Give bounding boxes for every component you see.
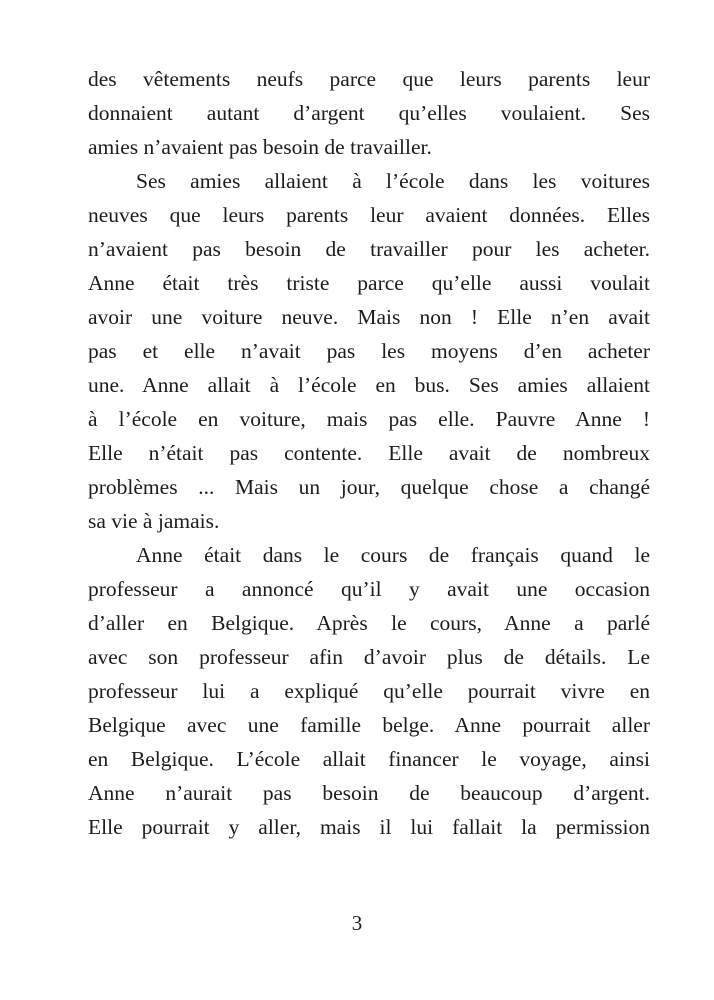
text-line: Anne n’aurait pas besoin de beaucoup d’argent. [88, 781, 650, 805]
text-line: avoir une voiture neuve. Mais non ! Elle n’en avait [88, 305, 650, 329]
text-line: à l’école en voiture, mais pas elle. Pauvre Anne ! [88, 407, 650, 431]
text-line: avec son professeur afin d’avoir plus de détails. Le [88, 645, 650, 669]
text-line: professeur lui a expliqué qu’elle pourrait vivre en [88, 679, 650, 703]
text-line: problèmes ... Mais un jour, quelque chose a changé [88, 475, 650, 499]
text-line: une. Anne allait à l’école en bus. Ses amies allaient [88, 373, 650, 397]
text-line: Elle n’était pas contente. Elle avait de nombreux [88, 441, 650, 465]
text-line: donnaient autant d’argent qu’elles voulaient. Ses [88, 101, 650, 125]
text-line: neuves que leurs parents leur avaient données. Elles [88, 203, 650, 227]
text-line: Elle pourrait y aller, mais il lui fallait la permission [88, 815, 650, 839]
text-line: professeur a annoncé qu’il y avait une occasion [88, 577, 650, 601]
text-line: Anne était très triste parce qu’elle aussi voulait [88, 271, 650, 295]
page-text [88, 62, 650, 844]
text-line: Ses amies allaient à l’école dans les voitures [136, 169, 650, 193]
text-line: Anne était dans le cours de français quand le [136, 543, 650, 567]
page-number: 3 [351, 911, 363, 935]
text-line: pas et elle n’avait pas les moyens d’en acheter [88, 339, 650, 363]
text-line: des vêtements neufs parce que leurs parents leur [88, 67, 650, 91]
text-line: sa vie à jamais. [88, 509, 220, 533]
text-line: d’aller en Belgique. Après le cours, Anne a parlé [88, 611, 650, 635]
text-line: n’avaient pas besoin de travailler pour les acheter. [88, 237, 650, 261]
text-line: en Belgique. L’école allait financer le voyage, ainsi [88, 747, 650, 771]
text-line: amies n’avaient pas besoin de travailler. [88, 135, 432, 159]
text-line: Belgique avec une famille belge. Anne pourrait aller [88, 713, 650, 737]
